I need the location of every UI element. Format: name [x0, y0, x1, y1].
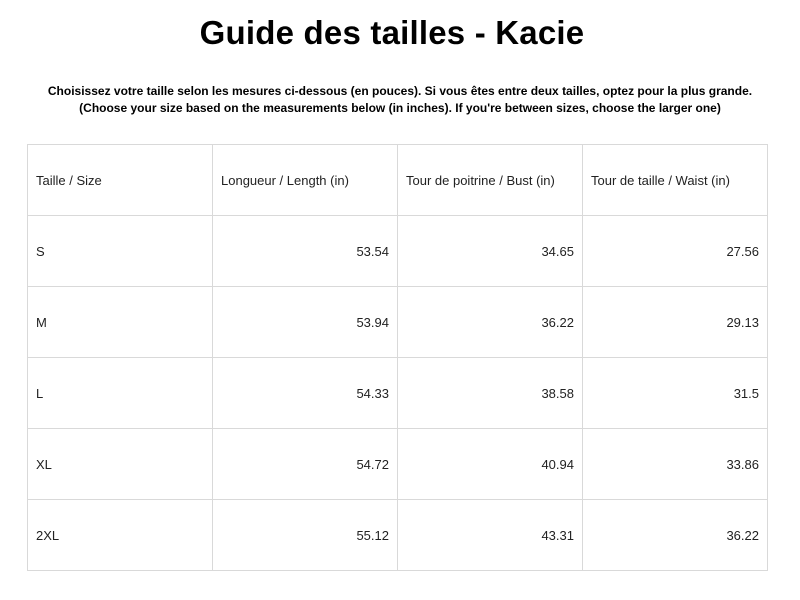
waist-value: 33.86	[583, 429, 768, 500]
table-row	[28, 500, 768, 571]
waist-value: 29.13	[583, 287, 768, 358]
bust-value: 34.65	[398, 216, 583, 287]
table-row	[28, 216, 768, 287]
size-value: S	[28, 216, 213, 287]
header-waist: Tour de taille / Waist (in)	[583, 145, 768, 216]
size-value: XL	[28, 429, 213, 500]
waist-value: 36.22	[583, 500, 768, 571]
bust-value: 43.31	[398, 500, 583, 571]
size-value: L	[28, 358, 213, 429]
page-title: Guide des tailles - Kacie	[199, 14, 585, 51]
size-value: M	[28, 287, 213, 358]
table-header-row	[28, 145, 768, 216]
table-row	[28, 358, 768, 429]
instructions-french: Choisissez votre taille selon les mesures ci-dessous (en pouces). Si vous êtes entre deux tailles, optez pour la plus grande.	[47, 84, 753, 98]
header-size: Taille / Size	[28, 145, 213, 216]
instructions-english: (Choose your size based on the measurements below (in inches). If you're between sizes, choose the larger one)	[79, 101, 721, 115]
instructions	[20, 83, 780, 117]
size-value: 2XL	[28, 500, 213, 571]
length-value: 55.12	[213, 500, 398, 571]
header-length: Longueur / Length (in)	[213, 145, 398, 216]
length-value: 54.72	[213, 429, 398, 500]
length-value: 54.33	[213, 358, 398, 429]
bust-value: 36.22	[398, 287, 583, 358]
header-bust: Tour de poitrine / Bust (in)	[398, 145, 583, 216]
bust-value: 38.58	[398, 358, 583, 429]
waist-value: 31.5	[583, 358, 768, 429]
table-row	[28, 287, 768, 358]
table-row	[28, 429, 768, 500]
length-value: 53.94	[213, 287, 398, 358]
bust-value: 40.94	[398, 429, 583, 500]
length-value: 53.54	[213, 216, 398, 287]
waist-value: 27.56	[583, 216, 768, 287]
size-chart-table	[27, 144, 768, 571]
